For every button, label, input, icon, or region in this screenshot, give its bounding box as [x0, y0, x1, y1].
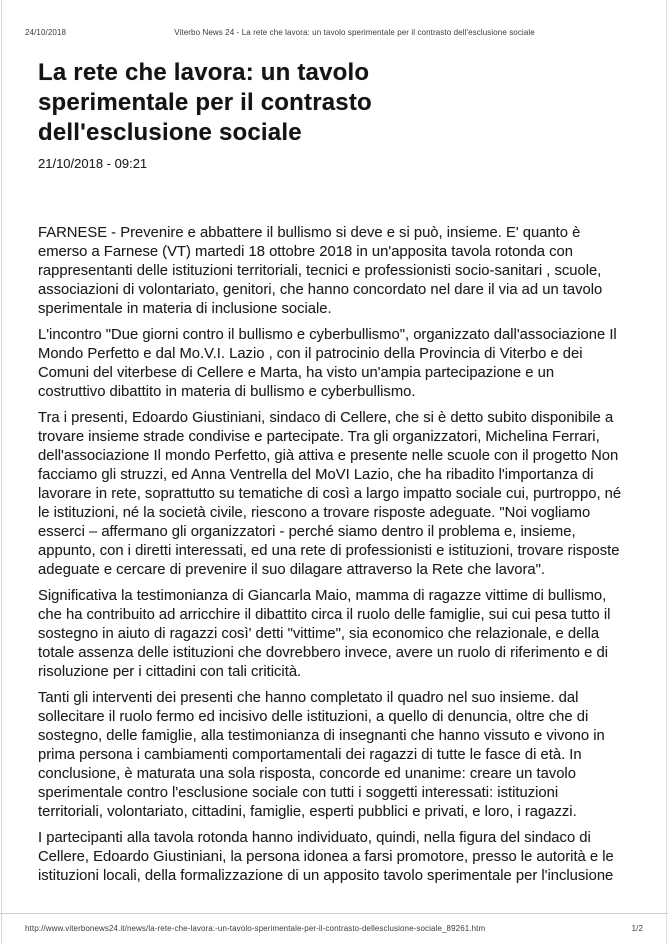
- scan-page-bottom-line: [0, 913, 668, 914]
- article-datetime: 21/10/2018 - 09:21: [38, 156, 148, 171]
- article-title: La rete che lavora: un tavolo sperimentale per il contrasto dell'esclusione sociale: [38, 59, 372, 146]
- scan-edge-right: [666, 0, 667, 944]
- article-paragraph: Tanti gli interventi dei presenti che hanno completato il quadro nel suo insieme. dal sollecitare il ruolo fermo ed incisivo delle istituzioni, a quello di denuncia, oltre che di sostegno, delle famiglie, alla testimonianza di insegnanti che hanno vissuto e vivono in prima persona i cambiamenti comportamentali dei ragazzi di tutte le fasce di età. In conclusione, è maturata una sola risposta, concorde ed unanime: creare un tavolo sperimentale contro l'esclusione sociale con tutti i soggetti interessati: istituzioni territoriali, volontariato, cittadini, famiglie, esperti pubblici e privati, e loro, i ragazzi.: [38, 690, 605, 820]
- article-paragraph: I partecipanti alla tavola rotonda hanno individuato, quindi, nella figura del sindaco di Cellere, Edoardo Giustiniani, la persona idonea a farsi promotore, presso le autorità e le istituzioni locali, della formalizzazione di un apposito tavolo sperimentale per l'inclusione: [38, 830, 614, 884]
- scan-edge-left: [1, 0, 2, 944]
- print-header: [25, 28, 643, 38]
- article-paragraph: Tra i presenti, Edoardo Giustiniani, sindaco di Cellere, che si è detto subito disponibile a trovare insieme strade condivise e partecipate. Tra gli organizzatori, Michelina Ferrari, dell'associazione Il mondo Perfetto, già attiva e presente nelle scuole con il progetto Non facciamo gli struzzi, ed Anna Ventrella del MoVI Lazio, che ha ribadito l'importanza di lavorare in rete, soprattutto su tematiche di così a largo impatto sociale cui, purtroppo, né le istituzioni, né la società civile, riescono a trovare risposte adeguate. "Noi vogliamo esserci – affermano gli organizzatori - perché siamo dentro il problema e, insieme, appunto, con i diretti interessati, ed una rete di professionisti e istituzioni, trovare risposte adeguate e cercare di prevenire il suo dilagare attraverso la Rete che lavora".: [38, 410, 622, 578]
- article-paragraph: Significativa la testimonianza di Giancarla Maio, mamma di ragazze vittime di bullismo, che ha contribuito ad arricchire il dibattito circa il ruolo delle famiglie, sui cui pesa tutto il sostegno in aiuto di ragazzi così' detti "vittime", sia economico che relazionale, e della totale assenza delle istituzioni che dovrebbero invece, avere un ruolo di riferimento e di risoluzione per i cittadini con tali criticità.: [38, 588, 611, 680]
- print-footer: [25, 924, 643, 934]
- print-footer-url: http://www.viterbonews24.it/news/la-rete-che-lavora:-un-tavolo-sperimentale-per-il-contrasto-dellesclusione-sociale_89261.htm: [25, 924, 486, 933]
- print-footer-page-number: 1/2: [631, 924, 643, 933]
- print-header-document-title: Viterbo News 24 - La rete che lavora: un tavolo sperimentale per il contrasto dell'esclusione sociale: [174, 28, 535, 37]
- article-paragraph: FARNESE - Prevenire e abbattere il bullismo si deve e si può, insieme. E' quanto è emerso a Farnese (VT) martedi 18 ottobre 2018 in un'apposita tavola rotonda con rappresentanti delle istituzioni territoriali, tecnici e professionisti socio-sanitari , scuole, associazioni di volontariato, genitori, che hanno concordato nel dare il via ad un tavolo sperimentale in materia di inclusione sociale.: [38, 225, 603, 317]
- article-paragraph: L'incontro "Due giorni contro il bullismo e cyberbullismo", organizzato dall'associazione Il Mondo Perfetto e dal Mo.V.I. Lazio , con il patrocinio della Provincia di Viterbo e dei Comuni del viterbese di Cellere e Marta, ha visto un'ampia partecipazione e un costruttivo dibattito in materia di bullismo e cyberbullismo.: [38, 327, 617, 400]
- print-header-date: 24/10/2018: [25, 28, 67, 37]
- article: [38, 58, 630, 893]
- article-body: [38, 224, 622, 886]
